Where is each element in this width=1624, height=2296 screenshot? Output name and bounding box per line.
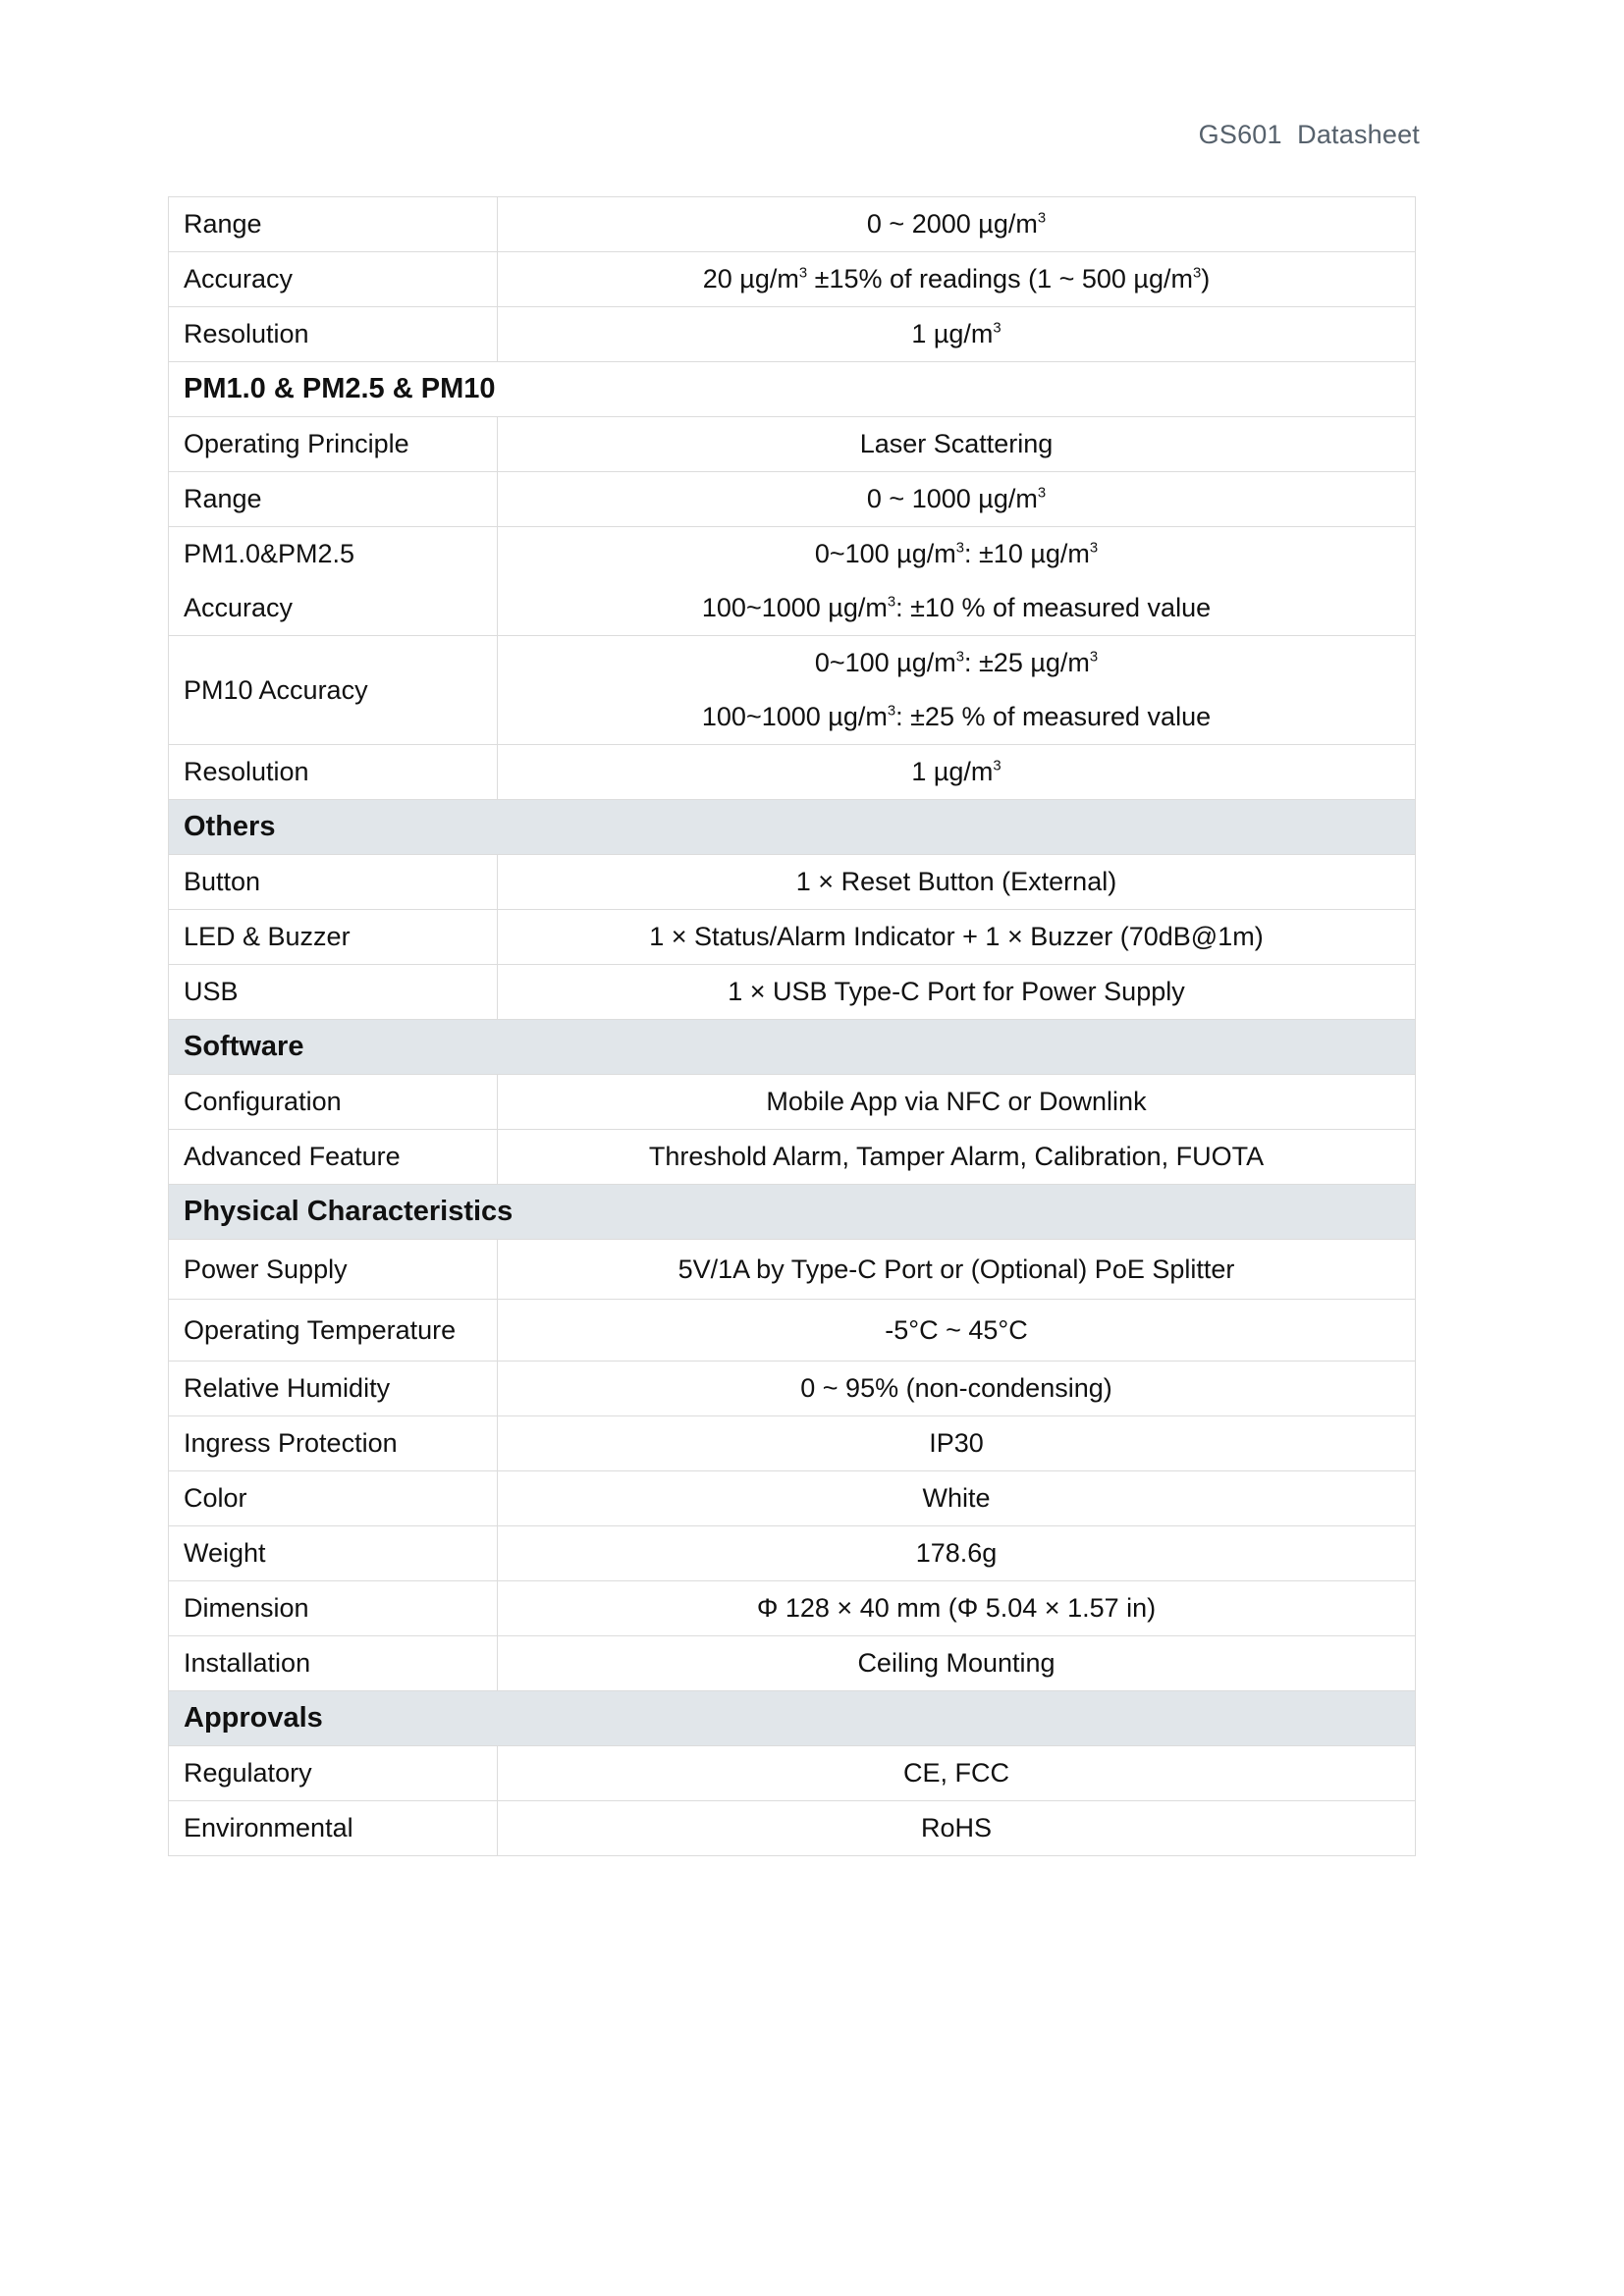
spec-label: Dimension bbox=[169, 1581, 498, 1636]
spec-label: Operating Principle bbox=[169, 417, 498, 472]
spec-value: Φ 128 × 40 mm (Φ 5.04 × 1.57 in) bbox=[498, 1581, 1416, 1636]
section-header-others bbox=[169, 800, 1416, 855]
spec-label: Relative Humidity bbox=[169, 1362, 498, 1416]
spec-value: 0 ~ 95% (non-condensing) bbox=[498, 1362, 1416, 1416]
spec-label: Range bbox=[169, 472, 498, 527]
spec-row-pm1-0-pm2-5-accuracy bbox=[169, 527, 1416, 636]
spec-label-line: Accuracy bbox=[184, 593, 294, 623]
spec-label bbox=[169, 527, 498, 636]
spec-value: White bbox=[498, 1471, 1416, 1526]
spec-label: Color bbox=[169, 1471, 498, 1526]
spec-value: Threshold Alarm, Tamper Alarm, Calibration, FUOTA bbox=[498, 1130, 1416, 1185]
specification-table bbox=[168, 196, 1416, 1856]
spec-value: CE, FCC bbox=[498, 1746, 1416, 1801]
spec-row-dimension bbox=[169, 1581, 1416, 1636]
spec-row-color bbox=[169, 1471, 1416, 1526]
spec-value: 20 $\mu g/m^3 \pm 15\%$ of readings (1 ~ 500 $\mu g/m^3$) bbox=[498, 252, 1416, 307]
spec-value bbox=[498, 527, 1416, 636]
spec-value-line: 0~100 $\mu g/m^3$: ±25 $\mu g/m^3$ bbox=[814, 648, 1099, 678]
specification-table-body bbox=[169, 197, 1416, 1856]
spec-value-line: 100~1000 $\mu g/m^3$: ±25 % of measured value bbox=[701, 702, 1212, 732]
spec-label: Regulatory bbox=[169, 1746, 498, 1801]
spec-label: LED & Buzzer bbox=[169, 910, 498, 965]
section-title: Approvals bbox=[169, 1691, 1416, 1746]
section-title: Others bbox=[169, 800, 1416, 855]
spec-value: 0 ~ 2000 $\mu g/m^3$ bbox=[498, 197, 1416, 252]
spec-value bbox=[498, 636, 1416, 745]
spec-row-ingress-protection bbox=[169, 1416, 1416, 1471]
spec-row-weight bbox=[169, 1526, 1416, 1581]
spec-value: 5V/1A by Type-C Port or (Optional) PoE Splitter bbox=[498, 1240, 1416, 1300]
spec-value: 0 ~ 1000 $\mu g/m^3$ bbox=[498, 472, 1416, 527]
spec-row-range bbox=[169, 197, 1416, 252]
spec-value: Ceiling Mounting bbox=[498, 1636, 1416, 1691]
spec-label: Weight bbox=[169, 1526, 498, 1581]
spec-label: USB bbox=[169, 965, 498, 1020]
spec-row-pm10-accuracy bbox=[169, 636, 1416, 745]
spec-label: Operating Temperature bbox=[169, 1300, 498, 1362]
spec-label: Button bbox=[169, 855, 498, 910]
spec-row-relative-humidity bbox=[169, 1362, 1416, 1416]
spec-value: 178.6g bbox=[498, 1526, 1416, 1581]
section-header-pm1-0-pm2-5-pm10 bbox=[169, 362, 1416, 417]
spec-label: Resolution bbox=[169, 745, 498, 800]
spec-label: Power Supply bbox=[169, 1240, 498, 1300]
spec-label: Accuracy bbox=[169, 252, 498, 307]
spec-row-regulatory bbox=[169, 1746, 1416, 1801]
spec-row-usb bbox=[169, 965, 1416, 1020]
spec-value: 1 $\mu g/m^3$ bbox=[498, 745, 1416, 800]
spec-row-environmental bbox=[169, 1801, 1416, 1856]
spec-label: Advanced Feature bbox=[169, 1130, 498, 1185]
spec-row-accuracy bbox=[169, 252, 1416, 307]
spec-label: Configuration bbox=[169, 1075, 498, 1130]
spec-label: Ingress Protection bbox=[169, 1416, 498, 1471]
spec-row-operating-principle bbox=[169, 417, 1416, 472]
spec-row-range bbox=[169, 472, 1416, 527]
section-header-approvals bbox=[169, 1691, 1416, 1746]
section-header-software bbox=[169, 1020, 1416, 1075]
spec-row-button bbox=[169, 855, 1416, 910]
spec-label: Range bbox=[169, 197, 498, 252]
spec-row-power-supply bbox=[169, 1240, 1416, 1300]
spec-value: Mobile App via NFC or Downlink bbox=[498, 1075, 1416, 1130]
spec-row-led-buzzer bbox=[169, 910, 1416, 965]
section-title: Software bbox=[169, 1020, 1416, 1075]
spec-label: Environmental bbox=[169, 1801, 498, 1856]
spec-row-operating-temperature bbox=[169, 1300, 1416, 1362]
spec-value-line: 100~1000 $\mu g/m^3$: ±10 % of measured value bbox=[701, 593, 1212, 623]
spec-row-configuration bbox=[169, 1075, 1416, 1130]
spec-label: PM10 Accuracy bbox=[169, 636, 498, 745]
section-header-physical-characteristics bbox=[169, 1185, 1416, 1240]
section-title: PM1.0 & PM2.5 & PM10 bbox=[169, 362, 1416, 417]
spec-value: 1 × USB Type-C Port for Power Supply bbox=[498, 965, 1416, 1020]
spec-label: Installation bbox=[169, 1636, 498, 1691]
page-header-title: GS601 Datasheet bbox=[1198, 120, 1420, 149]
spec-label-line: PM1.0&PM2.5 bbox=[184, 539, 355, 569]
spec-row-advanced-feature bbox=[169, 1130, 1416, 1185]
spec-value: 1 $\mu g/m^3$ bbox=[498, 307, 1416, 362]
spec-value: RoHS bbox=[498, 1801, 1416, 1856]
section-title: Physical Characteristics bbox=[169, 1185, 1416, 1240]
spec-value: IP30 bbox=[498, 1416, 1416, 1471]
spec-value: 1 × Reset Button (External) bbox=[498, 855, 1416, 910]
spec-value: 1 × Status/Alarm Indicator + 1 × Buzzer (70dB@1m) bbox=[498, 910, 1416, 965]
spec-value: Laser Scattering bbox=[498, 417, 1416, 472]
spec-row-installation bbox=[169, 1636, 1416, 1691]
spec-value-line: 0~100 $\mu g/m^3$: ±10 $\mu g/m^3$ bbox=[814, 539, 1099, 569]
spec-row-resolution bbox=[169, 745, 1416, 800]
spec-value: -5°C ~ 45°C bbox=[498, 1300, 1416, 1362]
spec-row-resolution bbox=[169, 307, 1416, 362]
spec-label: Resolution bbox=[169, 307, 498, 362]
